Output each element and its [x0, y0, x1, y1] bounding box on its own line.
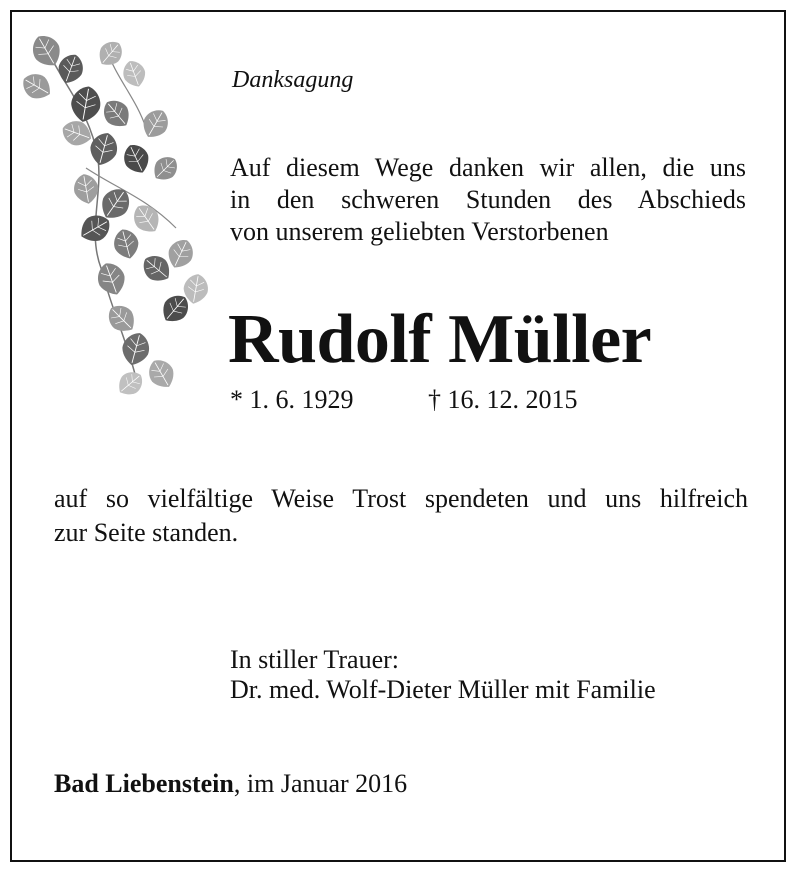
place-date [54, 768, 407, 800]
deceased-name: Rudolf Müller [228, 301, 652, 378]
body-line-2: zur Seite standen. [54, 518, 239, 547]
intro-line-1: Auf diesem Wege danken wir allen, die uns [230, 153, 746, 182]
mourning-label: In stiller Trauer: [230, 645, 399, 674]
mourners-names: Dr. med. Wolf-Dieter Müller mit Familie [230, 675, 656, 704]
intro-line-2: in den schweren Stunden des Abschieds [230, 185, 746, 214]
body-line-1: auf so vielfältige Weise Trost spendeten und uns hilfreich [54, 484, 748, 513]
birth-date: * 1. 6. 1929 [230, 385, 354, 414]
intro-text [230, 152, 746, 248]
date-text: , im Januar 2016 [233, 769, 408, 798]
place-name: Bad Liebenstein [54, 769, 234, 798]
heading-danksagung: Danksagung [232, 67, 354, 93]
death-date: † 16. 12. 2015 [428, 385, 578, 414]
body-text [54, 482, 748, 550]
ivy-leaves-icon [16, 28, 216, 398]
intro-line-3: von unserem geliebten Verstorbenen [230, 217, 609, 246]
